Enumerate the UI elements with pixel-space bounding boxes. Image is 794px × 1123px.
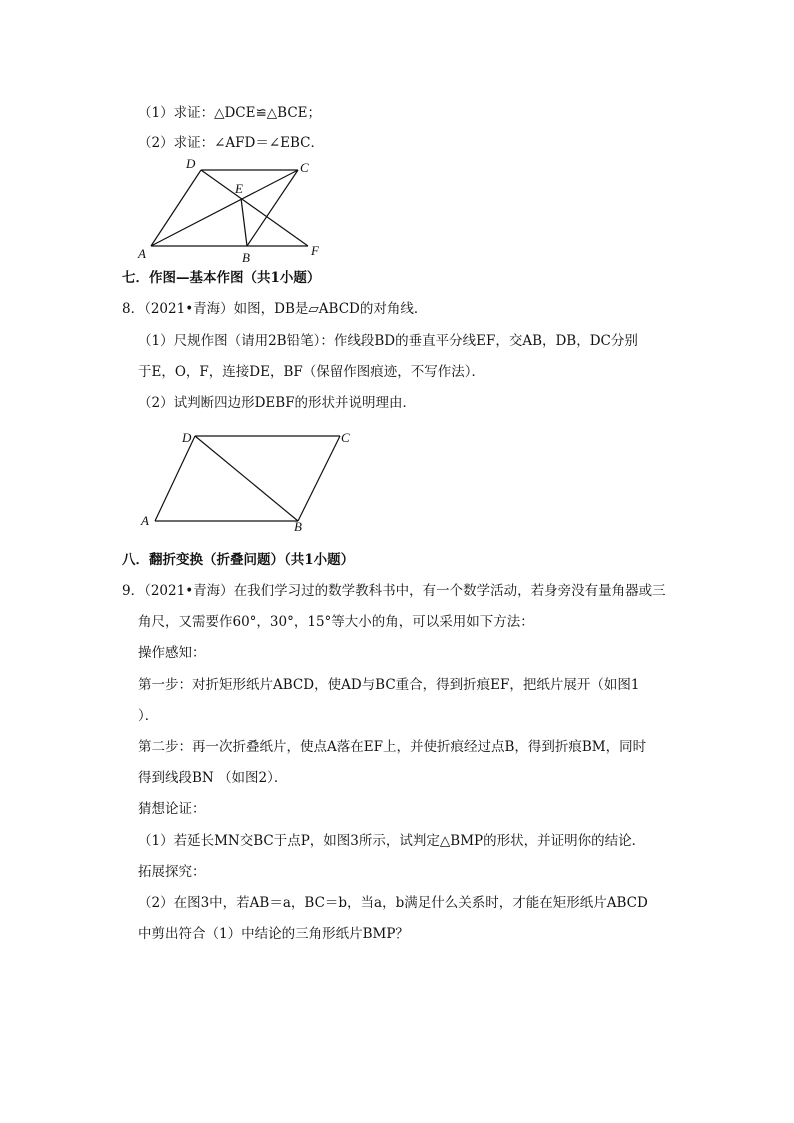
figure-parallelogram-8 <box>155 436 340 521</box>
label-F: F <box>311 243 319 258</box>
label-A: A <box>138 246 146 261</box>
label-B: B <box>242 250 250 265</box>
p9-step1-line2: ）． <box>138 708 159 724</box>
label-C: C <box>300 160 309 175</box>
p8-q1-line2: 于E，O，F，连接DE，BF（保留作图痕迹，不写作法）． <box>138 364 486 380</box>
segment-AC <box>151 170 298 246</box>
p9-stem-line2: 角尺，又需要作60°，30°，15°等大小的角，可以采用如下方法： <box>138 614 534 630</box>
p7-question-2: （2）求证：∠AFD＝∠EBC． <box>138 135 325 151</box>
p9-question-1: （1）若延长MN交BC于点P，如图3所示，试判定△BMP的形状，并证明你的结论． <box>138 833 646 849</box>
segment-AD <box>151 170 201 246</box>
p7-question-1: （1）求证：△DCE≌△BCE； <box>138 105 322 121</box>
label-C-8: C <box>341 430 350 445</box>
p9-q2-line1: （2）在图3中，若AB＝a，BC＝b，当a，b满足什么关系时，才能在矩形纸片ABCD <box>138 895 648 911</box>
section-8-title: 八．翻折变换（折叠问题）（共1小题） <box>122 552 355 568</box>
segment-DB-8 <box>195 436 298 521</box>
p9-q2-line2: 中剪出符合（1）中结论的三角形纸片BMP？ <box>138 926 409 942</box>
label-B-8: B <box>294 519 302 534</box>
label-D-8: D <box>182 430 192 445</box>
segment-AD-8 <box>155 436 195 521</box>
p9-heading-extension: 拓展探究： <box>138 864 206 880</box>
p8-stem: 8．（2021•青海）如图，DB是▱ABCD的对角线． <box>122 301 428 317</box>
p9-stem-line1: 9．（2021•青海）在我们学习过的数学教科书中，有一个数学活动，若身旁没有量角器或三 <box>122 583 666 599</box>
p8-q2: （2）试判断四边形DEBF的形状并说明理由． <box>138 395 417 411</box>
p9-heading-operation: 操作感知： <box>138 645 206 661</box>
p8-q1-line1: （1）尺规作图（请用2B铅笔）：作线段BD的垂直平分线EF，交AB，DB，DC分别 <box>138 333 638 349</box>
p9-heading-conjecture: 猜想论证： <box>138 801 206 817</box>
segment-BC-8 <box>298 436 340 521</box>
p9-step1-line1: 第一步：对折矩形纸片ABCD，使AD与BC重合，得到折痕EF，把纸片展开（如图1 <box>138 677 640 693</box>
segment-EB <box>241 198 247 246</box>
p9-step2-line2: 得到线段BN （如图2）． <box>138 770 288 786</box>
label-A-8: A <box>141 513 149 528</box>
label-E: E <box>235 181 243 196</box>
label-D: D <box>186 156 196 171</box>
section-7-title: 七．作图—基本作图（共1小题） <box>122 270 321 286</box>
p9-step2-line1: 第二步：再一次折叠纸片，使点A落在EF上，并使折痕经过点B，得到折痕BM，同时 <box>138 739 647 755</box>
